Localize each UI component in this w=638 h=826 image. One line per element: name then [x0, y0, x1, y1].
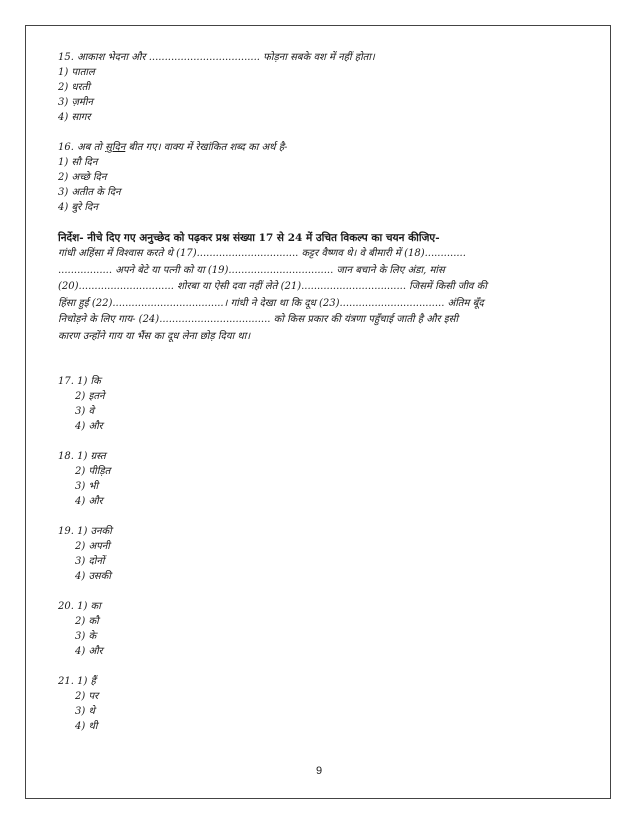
- passage-line: हिंसा हुई (22)...................................। गांधी ने देखा था कि दूध (23)................................. अंतिम बूँद: [58, 297, 484, 309]
- question-18-first-option: 18. 1) ग्रस्त: [58, 451, 106, 462]
- passage-line: निचोड़ने के लिए गाय- (24)................................... को किस प्रकार की यंत्रणा पहुँचाई जाती है और इसी: [58, 314, 459, 325]
- option: 4) उसकी: [75, 571, 111, 582]
- option: 3) थे: [75, 706, 95, 717]
- option: 1) पाताल: [58, 67, 95, 78]
- option: 3) दोनों: [75, 556, 105, 567]
- question-15-text: 15. आकाश भेदना और ................................... फोड़ना सबके वश में नहीं होता।: [58, 52, 375, 63]
- option: 2) पीड़ित: [75, 466, 111, 477]
- passage: [58, 246, 558, 345]
- question-16-text: [58, 140, 558, 155]
- question-20-first-option: 20. 1) का: [58, 601, 101, 612]
- option: 2) इतने: [75, 391, 105, 402]
- instruction: निर्देश- नीचे दिए गए अनुच्छेद को पढ़कर प्रश्न संख्या 17 से 24 में उचित विकल्प का चयन कीजिए-: [58, 232, 440, 244]
- question-16: [58, 140, 558, 215]
- question-17-first-option: 17. 1) कि: [58, 376, 101, 387]
- option: 3) के: [75, 631, 97, 642]
- passage-line: गांधी अहिंसा में विश्वास करते थे (17)................................ कट्टर वैष्णव थे। वे बीमारी में (18).............: [58, 248, 466, 259]
- option: 2) पर: [75, 691, 99, 702]
- option: 2) कौ: [75, 616, 99, 627]
- question-17: [58, 374, 558, 434]
- page-number: 9: [315, 765, 323, 777]
- passage-line: (20).............................. शोरबा या ऐसी दवा नहीं लेते (21)................................. जिसमें किसी जीव की: [58, 281, 487, 292]
- option: 2) अपनी: [75, 541, 110, 552]
- option: 3) वे: [75, 406, 95, 417]
- question-19: [58, 524, 558, 584]
- question-16-suffix: बीत गए। वाक्य में रेखांकित शब्द का अर्थ है-: [125, 142, 288, 153]
- option: 4) और: [75, 421, 103, 432]
- underlined-word: सुदिन: [105, 142, 126, 153]
- passage-line: कारण उन्होंने गाय या भैंस का दूध लेना छोड़ दिया था।: [58, 330, 251, 342]
- option: 1) सौ दिन: [58, 157, 98, 168]
- question-20: [58, 599, 558, 659]
- question-16-prefix: 16. अब तो: [58, 142, 106, 153]
- option: 4) और: [75, 646, 103, 657]
- option: 4) बुरे दिन: [58, 202, 98, 213]
- question-15: [58, 50, 558, 125]
- passage-line: ................. अपने बेटे या पत्नी को या (19)................................. जान बचाने के लिए अंडा, मांस: [58, 264, 445, 276]
- option: 3) भी: [75, 481, 99, 492]
- question-21: [58, 674, 558, 734]
- question-18: [58, 449, 558, 509]
- option: 2) अच्छे दिन: [58, 172, 107, 183]
- option: 3) ज़मीन: [58, 97, 93, 108]
- option: 4) सागर: [58, 112, 91, 123]
- question-21-first-option: 21. 1) हैं: [58, 676, 96, 687]
- option: 2) धरती: [58, 82, 90, 93]
- option: 4) थी: [75, 721, 98, 732]
- option: 4) और: [75, 496, 103, 507]
- document-body: [58, 50, 558, 734]
- option: 3) अतीत के दिन: [58, 187, 121, 198]
- question-19-first-option: 19. 1) उनकी: [58, 526, 112, 537]
